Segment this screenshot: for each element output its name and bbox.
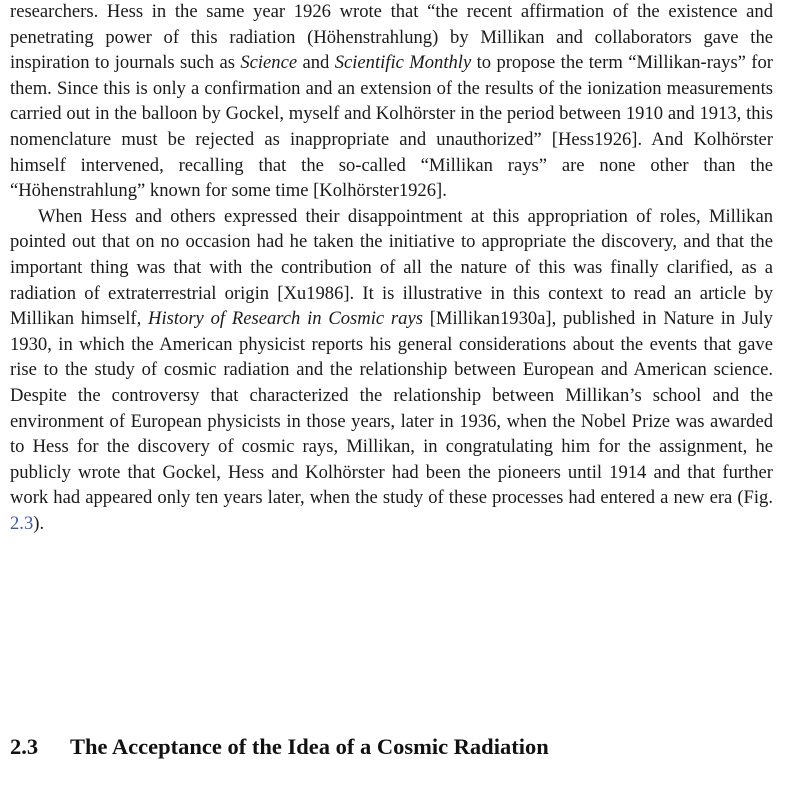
paragraph-text: [Millikan1930a], published in Nature in July 1930, in which the American physicist reports his general considerations about the events that gave rise to the study of cosmic radiation and the relationship between European and American science. Despite the controversy that characterized the relationship between Millikan’s school and the environment of European physicists in those years, later in 1936, when the Nobel Prize was awarded to Hess for the discovery of cosmic rays, Millikan, in congratulating him for the assignment, he publicly wrote that Gockel, Hess and Kolhörster had been the pioneers until 1914 and that further work had appeared only ten years later, when the study of these processes had entered a new era (Fig.	[10, 308, 773, 509]
conjunction-text: and	[297, 52, 335, 74]
figure-reference-link[interactable]: 2.3	[10, 512, 34, 534]
paragraph-text: When Hess and others expressed their disappointment at this appropriation of roles, Millikan pointed out that on no occasion had he taken the initiative to appropriate the discovery, and that the important thing was that with the contribution of all the nature of this was finally clarified, as a radiation of extraterrestrial origin [Xu1986]. It is illustrative in this context to read an article by Millikan himself,	[10, 205, 773, 330]
section-title: The Acceptance of the Idea of a Cosmic Radiation	[70, 734, 549, 759]
page-body	[10, 0, 773, 536]
paragraph-millikan-response	[10, 204, 773, 537]
paragraph-text: researchers. Hess in the same year 1926 wrote that “the recent affirmation of the existence and penetrating power of this radiation (Höhenstrahlung) by Millikan and collaborators gave the inspiration to journals such as	[10, 1, 773, 74]
paragraph-text: to propose the term “Millikan-rays” for them. Since this is only a confirmation and an extension of the results of the ionization measurements carried out in the balloon by Gockel, myself and Kolhörster in the period between 1910 and 1913, this nomenclature must be rejected as inappropriate and unauthorized” [Hess1926]. And Kolhörster himself intervened, recalling that the so-called “Millikan rays” are none other than the “Höhenstrahlung” known for some time [Kolhörster1926].	[10, 52, 773, 202]
journal-name-science: Science	[240, 52, 298, 74]
section-number: 2.3	[10, 734, 39, 759]
paragraph-hess-1926	[10, 0, 773, 204]
journal-name-scientific-monthly: Scientific Monthly	[334, 52, 472, 74]
article-title: History of Research in Cosmic rays	[148, 308, 423, 330]
section-heading	[10, 733, 549, 761]
paragraph-text: ).	[33, 512, 45, 534]
